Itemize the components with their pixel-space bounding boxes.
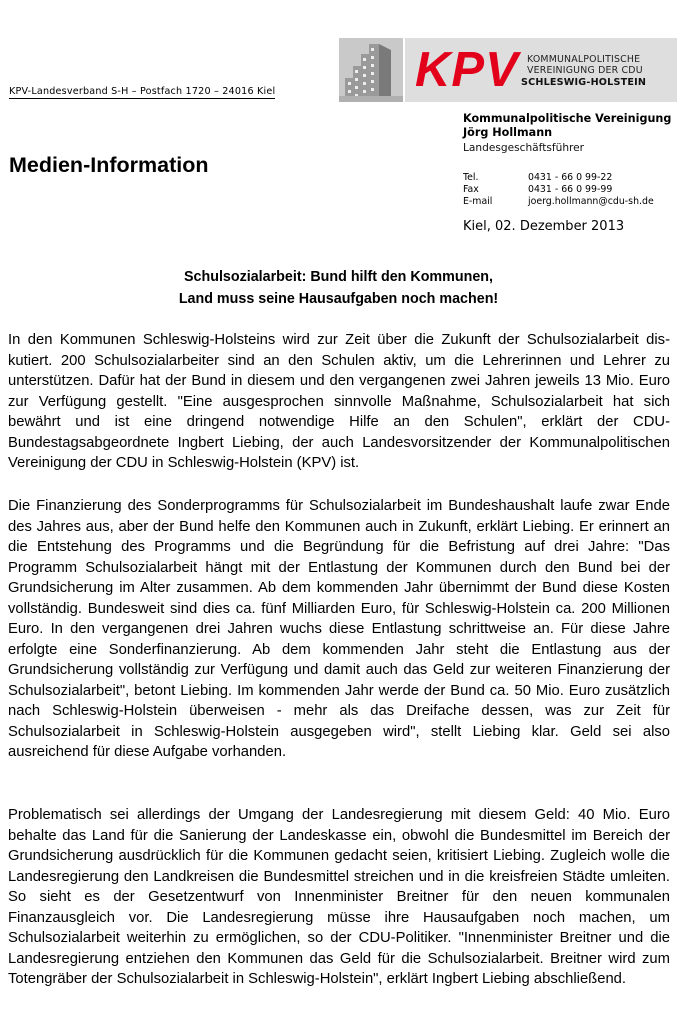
- body-paragraph-2: Die Finanzierung des Sonderprogramms für Schulsozialarbeit im Bundeshaushalt laufe zwar Ende des Jahres aus, aber der Bund helfe den Kommunen auch in Zukunft, erklärt Liebing. Er erinnert an die Entstehung des Programms und die Begründung für die Befristung auf drei Jahre: "Das Programm Schulsozialarbeit hängt mit der Entlastung der Kommunen durch den Bund bei der Grundsicherung im Alter zusammen. Ab dem kommenden Jahr übernimmt der Bund diese Kosten vollständig. Bundesweit sind dies ca. fünf Milliarden Euro, für Schleswig-Holstein ca. 200 Millionen Euro. In den vergangenen drei Jahren wuchs diese Entlastung schrittweise an. Für diese Jahre erfolgte eine Sonderfinanzierung. Ab dem kommenden Jahr steht die Entlastung aus der Grundsicherung vollständig zur Verfügung und damit auch das Geld zur weiteren Finanzierung der Schulsozialarbeit", betont Liebing. Im kommenden Jahr werde der Bund ca. 50 Mio. Euro zusätzlich nach Schleswig-Holstein überweisen - mehr als das Dreifache dessen, was zur Zeit für Schulsozialarbeit in Schleswig-Holstein ausgegeben wird", stellt Liebing klar. Geld sei also ausreichend für diese Aufgabe vorhanden.: [8, 498, 670, 760]
- contact-label-email: E-mail: [463, 196, 493, 207]
- contact-value-email: joerg.hollmann@cdu-sh.de: [528, 196, 654, 207]
- page-title: Medien-Information: [9, 153, 209, 177]
- headline: [0, 266, 677, 310]
- body-paragraph-3: Problematisch sei allerdings der Umgang der Landesregierung mit diesem Geld: 40 Mio. Euro behalte das Land für die Sanierung der Landeskasse ein, obwohl die Bundesmittel im Bereich der Grundsicherung ausdrücklich für die Kommunen gedacht seien, kritisiert Liebing. Zugleich wolle die Landesregierung den Landkreisen die Bundesmittel streichen und in die kreisfreien Städte umleiten. So sieht es der Gesetzentwurf von Innenminister Breitner für den neuen kommunalen Finanzausgleich vor. Die Landesregierung müsse ihre Hausaufgaben noch machen, um Schulsozialarbeit weiterhin zu ermöglichen, so der CDU-Politiker. "Innenminister Breitner und die Landesregierung entziehen den Kommunen das Geld für die Schulsozialarbeit. Breitner wird zum Totengräber der Schulsozialarbeit in Schleswig-Holstein", erklärt Ingbert Liebing abschließend.: [8, 807, 670, 987]
- body-paragraph-1: In den Kommunen Schleswig-Holsteins wird zur Zeit über die Zukunft der Schulsozialarbeit diskutiert. 200 Schulsozialarbeiter sind an den Schulen aktiv, um die Lehrerinnen und Lehrer zu unterstützen. Dafür hat der Bund in diesem und den vergangenen zwei Jahren jeweils 13 Mio. Euro zur Verfügung gestellt. "Eine ausgesprochen sinnvolle Maßnahme, Schulsozialarbeit hat sich bewährt und ist eine dringend notwendige Hilfe an den Schulen", erklärt der CDU-Bundestagsabgeordnete Ingbert Liebing, der auch Landesvorsitzender der Kommunalpolitischen Vereinigung der CDU in Schleswig-Holstein (KPV) ist.: [8, 332, 670, 471]
- contact-value-fax: 0431 - 66 0 99-99: [528, 184, 613, 195]
- headline-line-1: Schulsozialarbeit: Bund hilft den Kommunen,: [184, 269, 493, 285]
- contact-role: Landesgeschäftsführer: [463, 142, 585, 154]
- sender-address-line: KPV-Landesverband S-H – Postfach 1720 – 24016 Kiel: [9, 86, 276, 97]
- building-icon: [339, 38, 403, 102]
- logo-building-image: [339, 38, 403, 102]
- contact-value-tel: 0431 - 66 0 99-22: [528, 172, 613, 183]
- headline-line-2: Land muss seine Hausaufgaben noch machen!: [178, 291, 499, 307]
- date-line: Kiel, 02. Dezember 2013: [463, 219, 625, 234]
- kpv-logo-letters: KPV: [415, 43, 519, 97]
- kpv-logo-line-2: VEREINIGUNG DER CDU: [527, 65, 643, 76]
- kpv-logo: [405, 38, 677, 102]
- contact-label-fax: Fax: [463, 184, 479, 195]
- contact-person: Jörg Hollmann: [463, 126, 553, 139]
- contact-label-tel: Tel.: [463, 172, 479, 183]
- kpv-logo-line-1: KOMMUNALPOLITISCHE: [527, 54, 641, 65]
- kpv-logo-line-3: SCHLESWIG-HOLSTEIN: [521, 77, 647, 88]
- contact-organization: Kommunalpolitische Vereinigung: [463, 112, 672, 125]
